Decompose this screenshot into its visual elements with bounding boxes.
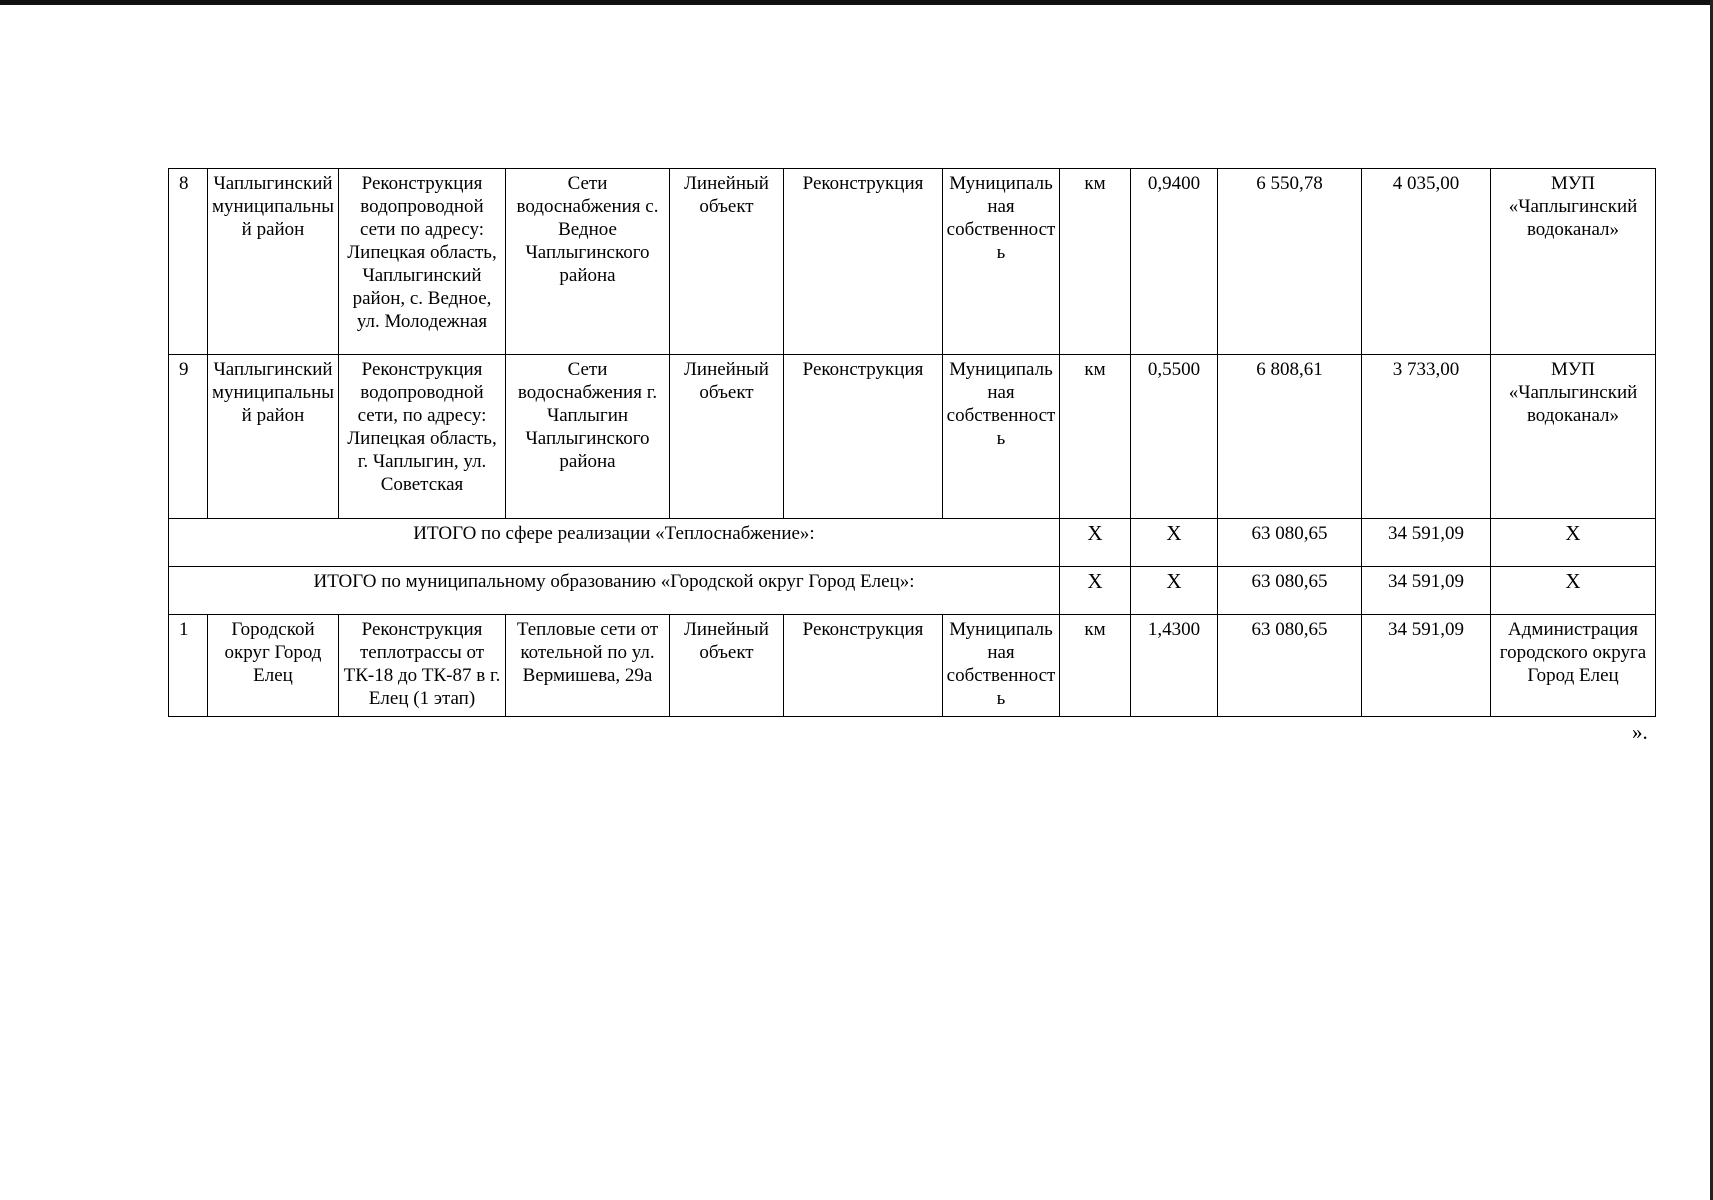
row-number: 9 [169,355,208,519]
unit-cell: км [1060,615,1131,717]
cost-total-cell: 63 080,65 [1218,615,1362,717]
investment-program-table [168,168,1656,717]
work-type-cell: Реконструкция [784,169,943,355]
cost-funds-cell: 34 591,09 [1362,519,1491,567]
object-type-cell: Линейный объект [670,615,784,717]
project-name-cell: Реконструкция теплотрассы от ТК-18 до ТК-87 в г. Елец (1 этап) [339,615,506,717]
total-row-municipality [169,567,1656,615]
object-type-cell: Линейный объект [670,169,784,355]
length-cell: 0,5500 [1131,355,1218,519]
operator-cell: Администрация городского округа Город Елец [1491,615,1656,717]
project-name-cell: Реконструкция водопроводной сети по адресу: Липецкая область, Чаплыгинский район, с. Ведное, ул. Молодежная [339,169,506,355]
length-cell: X [1131,567,1218,615]
unit-cell: км [1060,169,1131,355]
scan-edge-top [0,0,1713,5]
operator-cell: МУП «Чаплыгинский водоканал» [1491,355,1656,519]
total-label: ИТОГО по сфере реализации «Теплоснабжение»: [169,519,1060,567]
work-type-cell: Реконструкция [784,615,943,717]
cost-total-cell: 6 550,78 [1218,169,1362,355]
length-cell: 1,4300 [1131,615,1218,717]
unit-cell: км [1060,355,1131,519]
operator-cell: X [1491,519,1656,567]
work-type-cell: Реконструкция [784,355,943,519]
cost-funds-cell: 34 591,09 [1362,615,1491,717]
row-number: 1 [169,615,208,717]
ownership-cell: Муниципальная собственность [943,355,1060,519]
ownership-cell: Муниципальная собственность [943,615,1060,717]
closing-quote-mark: ». [1632,720,1648,744]
total-row-heat-supply [169,519,1656,567]
district-cell: Чаплыгинский муниципальный район [208,169,339,355]
cost-total-cell: 6 808,61 [1218,355,1362,519]
cost-funds-cell: 3 733,00 [1362,355,1491,519]
length-cell: 0,9400 [1131,169,1218,355]
object-cell: Сети водоснабжения г. Чаплыгин Чаплыгинского района [506,355,670,519]
ownership-cell: Муниципальная собственность [943,169,1060,355]
object-cell: Сети водоснабжения с. Ведное Чаплыгинского района [506,169,670,355]
table-row [169,355,1656,519]
cost-funds-cell: 34 591,09 [1362,567,1491,615]
cost-funds-cell: 4 035,00 [1362,169,1491,355]
length-cell: X [1131,519,1218,567]
cost-total-cell: 63 080,65 [1218,519,1362,567]
operator-cell: МУП «Чаплыгинский водоканал» [1491,169,1656,355]
table-row [169,615,1656,717]
object-type-cell: Линейный объект [670,355,784,519]
district-cell: Городской округ Город Елец [208,615,339,717]
total-label: ИТОГО по муниципальному образованию «Городской округ Город Елец»: [169,567,1060,615]
row-number: 8 [169,169,208,355]
operator-cell: X [1491,567,1656,615]
district-cell: Чаплыгинский муниципальный район [208,355,339,519]
unit-cell: X [1060,519,1131,567]
unit-cell: X [1060,567,1131,615]
table-row [169,169,1656,355]
cost-total-cell: 63 080,65 [1218,567,1362,615]
object-cell: Тепловые сети от котельной по ул. Вермишева, 29а [506,615,670,717]
project-name-cell: Реконструкция водопроводной сети, по адресу: Липецкая область, г. Чаплыгин, ул. Советская [339,355,506,519]
